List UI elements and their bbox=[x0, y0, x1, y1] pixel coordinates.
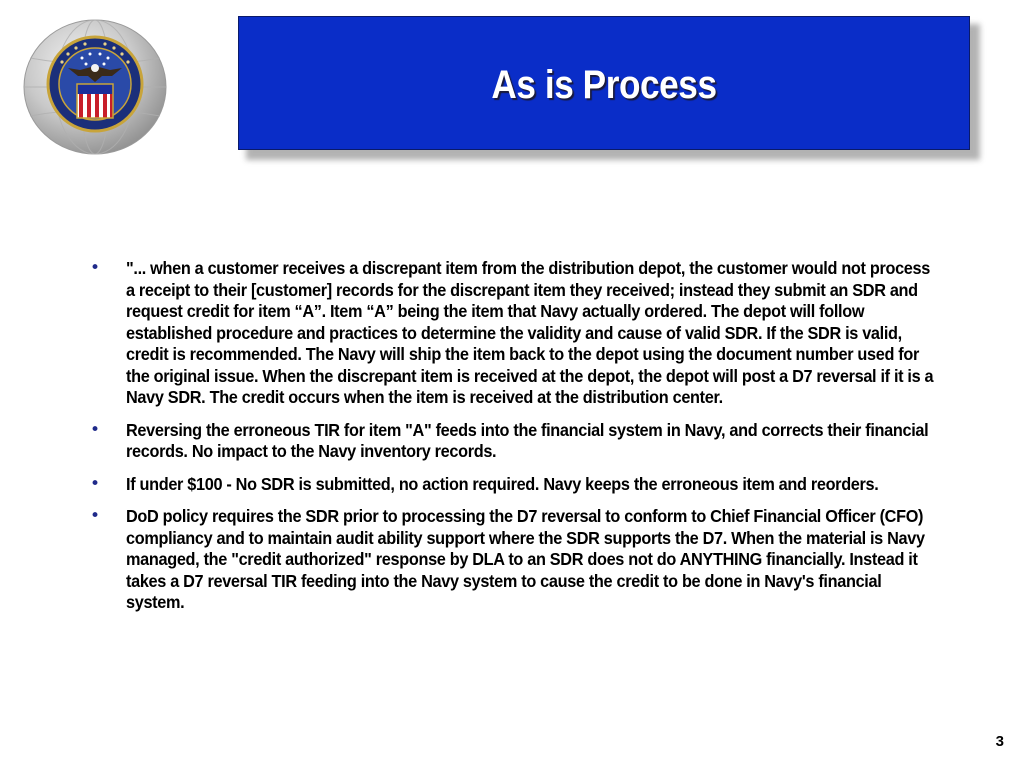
list-item bbox=[90, 506, 940, 614]
bullet-text: If under $100 - No SDR is submitted, no action required. Navy keeps the erroneous item and reorders. bbox=[126, 473, 879, 494]
bullet-list bbox=[90, 258, 940, 625]
bullet-text: "... when a customer receives a discrepant item from the distribution depot, the customer would not process a receipt to their [customer] records for the discrepant item they received; instead they submit an SDR and request credit for item “A”. Item “A” being the item that Navy actually ordered. The depot will follow established procedure and practices to determine the validity and cause of valid SDR. If the SDR is valid, credit is recommended. The Navy will ship the item back to the depot using the document number used for the original issue. When the discrepant item is received at the depot, the depot will post a D7 reversal if it is a Navy SDR. The credit occurs when the item is received at the distribution center. bbox=[126, 258, 934, 407]
bullet-icon: • bbox=[90, 473, 101, 494]
bullet-icon: • bbox=[90, 506, 101, 526]
dla-seal-icon bbox=[22, 18, 168, 156]
list-item bbox=[90, 420, 940, 463]
title-banner bbox=[238, 16, 970, 150]
bullet-text: Reversing the erroneous TIR for item "A" feeds into the financial system in Navy, and corrects their financial records. No impact to the Navy inventory records. bbox=[126, 419, 929, 461]
bullet-text: DoD policy requires the SDR prior to processing the D7 reversal to conform to Chief Financial Officer (CFO) compliancy and to maintain audit ability support where the SDR supports the D7. When the material is Navy managed, the "credit authorized" response by DLA to an SDR does not do ANYTHING financially. Instead it takes a D7 reversal TIR feeding into the Navy system to cause the credit to be done in Navy's financial system. bbox=[126, 506, 925, 612]
page-number: 3 bbox=[995, 733, 1004, 750]
list-item bbox=[90, 258, 940, 409]
slide-title: As is Process bbox=[491, 63, 717, 107]
bullet-icon: • bbox=[90, 419, 101, 440]
bullet-icon: • bbox=[90, 258, 101, 278]
list-item bbox=[90, 474, 940, 496]
